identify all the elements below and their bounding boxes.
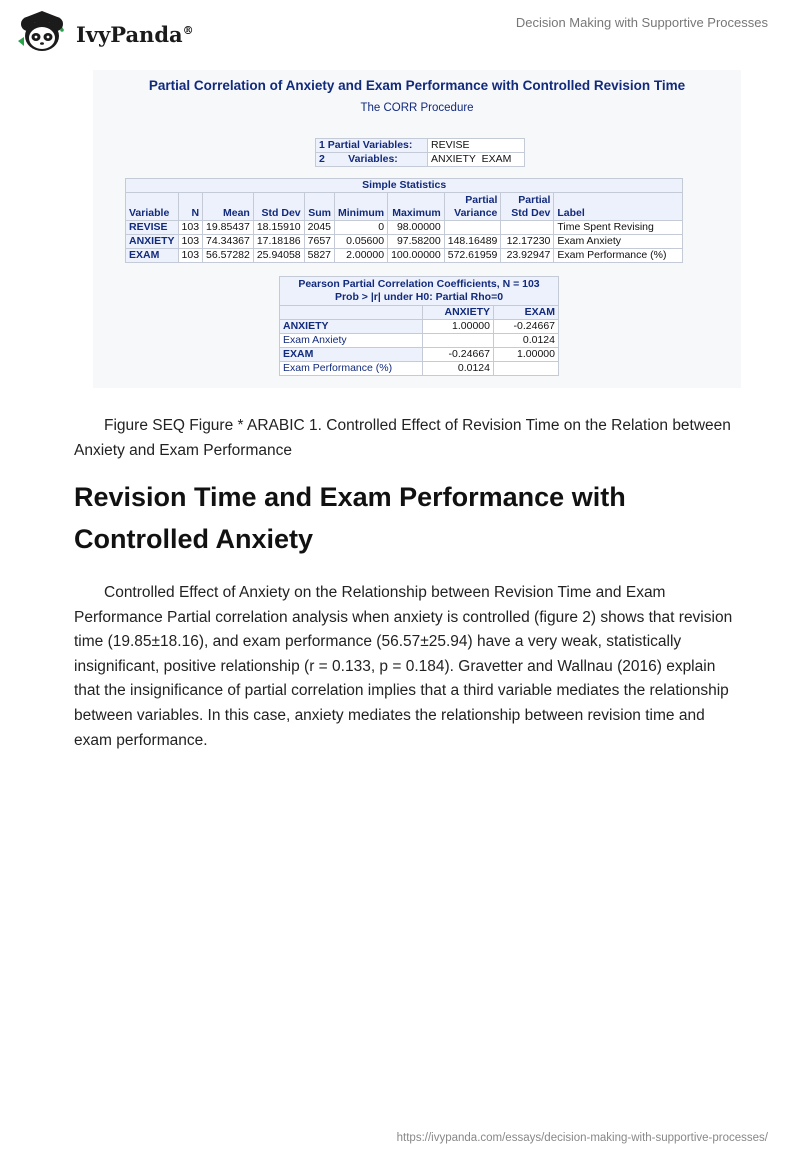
table-cell: 0.05600: [335, 235, 388, 249]
table-cell: 18.15910: [253, 221, 304, 235]
table-cell: 0.0124: [423, 362, 494, 376]
sas-output-figure: [93, 70, 741, 388]
table-row: [280, 334, 559, 348]
column-header: Variable: [126, 193, 179, 221]
table-cell: 12.17230: [501, 235, 554, 249]
site-logo[interactable]: [14, 8, 194, 54]
column-header: Std Dev: [253, 193, 304, 221]
column-header: N: [178, 193, 203, 221]
table-cell: 56.57282: [203, 249, 254, 263]
table-cell: 7657: [304, 235, 334, 249]
row-header: EXAM: [280, 348, 423, 362]
footer-url[interactable]: https://ivypanda.com/essays/decision-making-with-supportive-processes/: [396, 1132, 768, 1144]
figure-subtitle: The CORR Procedure: [360, 102, 474, 114]
table-cell: [444, 221, 501, 235]
table-cell: Exam Anxiety: [554, 235, 683, 249]
table-cell: 2045: [304, 221, 334, 235]
column-header: Mean: [203, 193, 254, 221]
table-cell: -0.24667: [494, 320, 559, 334]
table-cell: 148.16489: [444, 235, 501, 249]
figure-caption: Figure SEQ Figure * ARABIC 1. Controlled Effect of Revision Time on the Relation between Anxiety and Exam Performance: [74, 417, 731, 459]
document-title: Decision Making with Supportive Processes: [515, 15, 768, 30]
column-header: ANXIETY: [423, 306, 494, 320]
table-cell: 25.94058: [253, 249, 304, 263]
table-cell: 19.85437: [203, 221, 254, 235]
table-cell: 572.61959: [444, 249, 501, 263]
table-cell: [494, 362, 559, 376]
row-header: ANXIETY: [280, 320, 423, 334]
row-header: ANXIETY: [126, 235, 179, 249]
table-cell: 23.92947: [501, 249, 554, 263]
table-caption: Simple Statistics: [126, 179, 683, 193]
table-row: [316, 139, 525, 153]
caption-line: Pearson Partial Correlation Coefficients, N = 103: [298, 278, 540, 290]
row-label: Exam Performance (%): [280, 362, 423, 376]
column-header: EXAM: [494, 306, 559, 320]
column-header: Minimum: [335, 193, 388, 221]
table-cell: 1.00000: [423, 320, 494, 334]
column-header: Label: [554, 193, 683, 221]
partial-variables-table: [315, 138, 525, 167]
table-cell: 2.00000: [335, 249, 388, 263]
column-header: [280, 306, 423, 320]
row-header: EXAM: [126, 249, 179, 263]
table-cell: [501, 221, 554, 235]
table-cell: 2 Variables:: [316, 153, 428, 167]
simple-statistics-table: [125, 178, 683, 263]
column-header: Sum: [304, 193, 334, 221]
table-cell: 103: [178, 221, 203, 235]
table-cell: 100.00000: [388, 249, 445, 263]
row-header: REVISE: [126, 221, 179, 235]
table-cell: 5827: [304, 249, 334, 263]
table-row: [280, 348, 559, 362]
table-header-row: [126, 193, 683, 221]
table-header-row: [280, 306, 559, 320]
pearson-correlation-table: [279, 276, 559, 376]
table-cell: Exam Performance (%): [554, 249, 683, 263]
logo-text: IvyPanda®: [76, 21, 194, 47]
table-row: [126, 249, 683, 263]
body-paragraph: Controlled Effect of Anxiety on the Relationship between Revision Time and Exam Performance Partial correlation analysis when anxiety is controlled (figure 2) shows that revision time (19.85±18.16), and exam performance (56.57±25.94) have a very weak, statistically insignificant, positive relationship (r = 0.133, p = 0.184). Gravetter and Wallnau (2016) explain that the insignificance of partial correlation implies that a third variable mediates the relationship between variables. In this case, anxiety mediates the relationship between revision time and exam performance.: [74, 584, 733, 749]
table-cell: -0.24667: [423, 348, 494, 362]
row-label: Exam Anxiety: [280, 334, 423, 348]
table-cell: Time Spent Revising: [554, 221, 683, 235]
table-row: [280, 362, 559, 376]
column-header: Partial Variance: [444, 193, 501, 221]
table-cell: 0.0124: [494, 334, 559, 348]
table-cell: [423, 334, 494, 348]
table-cell: 98.00000: [388, 221, 445, 235]
table-cell: 1.00000: [494, 348, 559, 362]
column-header: Partial Std Dev: [501, 193, 554, 221]
column-header: Maximum: [388, 193, 445, 221]
table-caption-row: [126, 179, 683, 193]
table-row: [280, 320, 559, 334]
table-cell: 74.34367: [203, 235, 254, 249]
table-caption: [280, 277, 559, 306]
table-caption-row: [280, 277, 559, 306]
panda-graduate-icon: [14, 8, 74, 54]
table-cell: 1 Partial Variables:: [316, 139, 428, 153]
table-cell: 103: [178, 235, 203, 249]
table-cell: REVISE: [428, 139, 525, 153]
table-cell: 17.18186: [253, 235, 304, 249]
caption-line: Prob > |r| under H0: Partial Rho=0: [334, 291, 504, 303]
table-cell: 103: [178, 249, 203, 263]
table-row: [126, 235, 683, 249]
section-heading: Revision Time and Exam Performance with Controlled Anxiety: [74, 482, 626, 554]
figure-title: Partial Correlation of Anxiety and Exam Performance with Controlled Revision Time: [148, 78, 686, 93]
table-row: [316, 153, 525, 167]
table-cell: ANXIETY EXAM: [428, 153, 525, 167]
table-cell: 97.58200: [388, 235, 445, 249]
table-cell: 0: [335, 221, 388, 235]
table-row: [126, 221, 683, 235]
